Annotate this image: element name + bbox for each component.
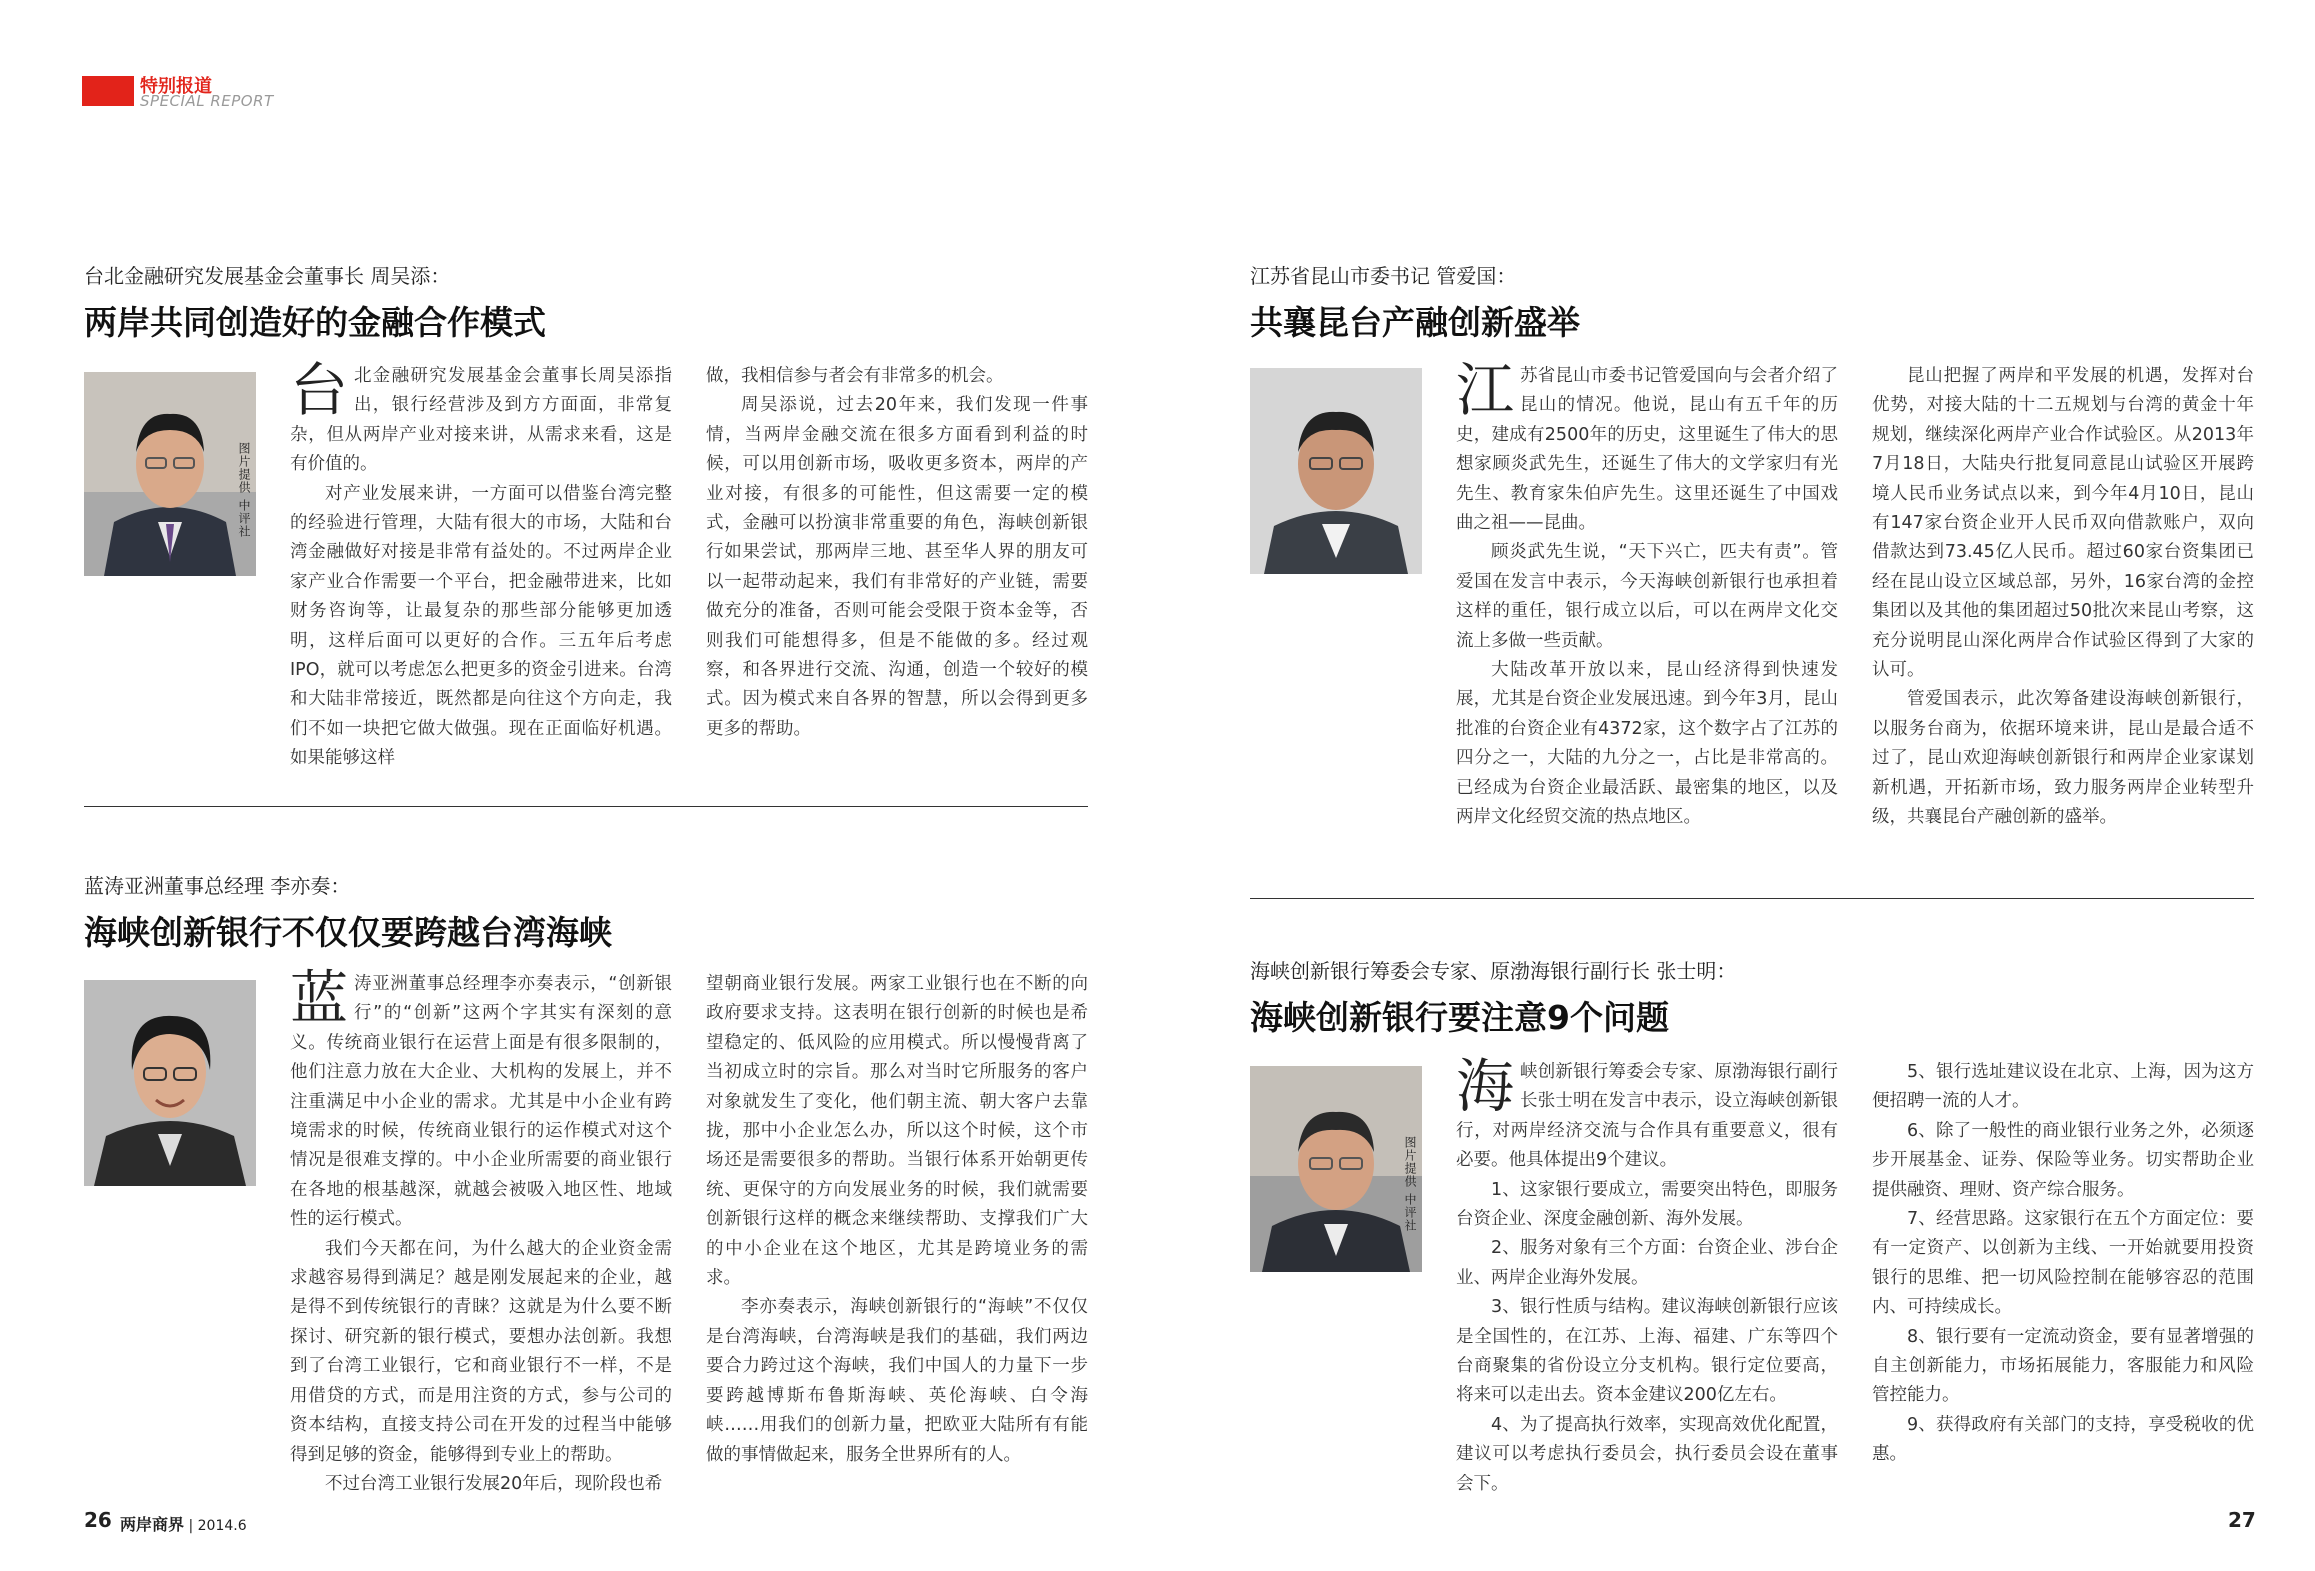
portrait-photo xyxy=(1250,1066,1422,1272)
article-title: 海峡创新银行不仅仅要跨越台湾海峡 xyxy=(84,913,612,952)
paragraph: 昆山把握了两岸和平发展的机遇，发挥对台优势，对接大陆的十二五规划与台湾的黄金十年规划，继续深化两岸产业合作试验区。从2013年7月18日，大陆央行批复同意昆山试验区开展跨境人民币业务试点以来，到今年4月10日，昆山有147家台资企业开人民币双向借款账户，双向借款达到73.45亿人民币。超过60家台资集团已经在昆山设立区域总部，另外，16家台湾的金控集团以及其他的集团超过50批次来昆山考察，这充分说明昆山深化两岸合作试验区得到了大家的认可。 xyxy=(1872,366,2254,681)
portrait-illustration xyxy=(84,372,256,576)
portrait-illustration xyxy=(1250,1066,1422,1272)
paragraph: 涛亚洲董事总经理李亦奏表示，“创新银行”的“创新”这两个字其实有深刻的意义。传统商业银行在运营上面是有很多限制的，他们注意力放在大企业、大机构的发展上，并不注重满足中小企业的需求。尤其是中小企业有跨境需求的时候，传统商业银行的运作模式对这个情况是很难支撑的。中小企业所需要的商业银行在各地的根基越深，就越会被吸入地区性、地域性的运行模式。 xyxy=(290,974,672,1230)
paragraph: 4、为了提高执行效率，实现高效优化配置，建议可以考虑执行委员会，执行委员会设在董事会下。 xyxy=(1456,1414,1838,1494)
drop-cap: 台 xyxy=(290,356,349,424)
portrait-illustration xyxy=(1250,368,1422,574)
paragraph: 顾炎武先生说，“天下兴亡，匹夫有责”。管爱国在发言中表示，今天海峡创新银行也承担着这样的重任，银行成立以后，可以在两岸文化交流上多做一些贡献。 xyxy=(1456,542,1838,651)
article-column xyxy=(1456,1052,1838,1499)
paragraph: 周吴添说，过去20年来，我们发现一件事情，当两岸金融交流在很多方面看到利益的时候，可以用创新市场，吸收更多资本，两岸的产业对接，有很多的可能性，但这需要一定的模式，金融可以扮演非常重要的角色，海峡创新银行如果尝试，那两岸三地、甚至华人界的朋友可以一起带动起来，我们有非常好的产业链，需要做充分的准备，否则可能会受限于资本金等，否则我们可能想得多，但是不能做的多。经过观察，和各界进行交流、沟通，创造一个较好的模式。因为模式来自各界的智慧，所以会得到更多更多的帮助。 xyxy=(706,395,1088,739)
paragraph: 李亦奏表示，海峡创新银行的“海峡”不仅仅是台湾海峡，台湾海峡是我们的基础，我们两边要合力跨过这个海峡，我们中国人的力量下一步要跨越博斯布鲁斯海峡、英伦海峡、白令海峡……用我们的创新力量，把欧亚大陆所有有能做的事情做起来，服务全世界所有的人。 xyxy=(706,1297,1088,1465)
magazine-name: 两岸商界 xyxy=(120,1515,185,1534)
article-zhang xyxy=(1250,955,1736,1039)
portrait-illustration xyxy=(84,980,256,1186)
magazine-footer xyxy=(120,1512,247,1535)
article-column xyxy=(1872,1058,2254,1470)
section-marker-icon xyxy=(82,76,134,106)
portrait-photo xyxy=(1250,368,1422,574)
issue-date: | 2014.6 xyxy=(188,1518,247,1534)
article-title: 两岸共同创造好的金融合作模式 xyxy=(84,303,546,342)
paragraph: 我们今天都在问，为什么越大的企业资金需求越容易得到满足？越是刚发展起来的企业，越是得不到传统银行的青睐？这就是为什么要不断探讨、研究新的银行模式，要想办法创新。我想到了台湾工业银行，它和商业银行不一样，不是用借贷的方式，而是用注资的方式，参与公司的资本结构，直接支持公司在开发的过程当中能够得到足够的资金，能够得到专业上的帮助。 xyxy=(290,1238,672,1465)
paragraph: 不过台湾工业银行发展20年后，现阶段也希 xyxy=(325,1473,663,1494)
portrait-photo xyxy=(84,980,256,1186)
paragraph: 8、银行要有一定流动资金，要有显著增强的自主创新能力，市场拓展能力，客服能力和风险管控能力。 xyxy=(1872,1326,2254,1406)
paragraph: 2、服务对象有三个方面：台资企业、涉台企业、两岸企业海外发展。 xyxy=(1456,1238,1838,1288)
page-number-left: 26 xyxy=(84,1508,112,1532)
paragraph: 对产业发展来讲，一方面可以借鉴台湾完整的经验进行管理，大陆有很大的市场，大陆和台湾金融做好对接是非常有益处的。不过两岸企业家产业合作需要一个平台，把金融带进来，比如财务咨询等，让最复杂的那些部分能够更加透明，这样后面可以更好的合作。三五年后考虑IPO，就可以考虑怎么把更多的资金引进来。台湾和大陆非常接近，既然都是向往这个方向走，我们不如一块把它做大做强。现在正面临好机遇。如果能够这样 xyxy=(290,483,672,769)
article-guan xyxy=(1250,260,1580,344)
drop-cap: 海 xyxy=(1456,1052,1515,1120)
article-speaker: 蓝涛亚洲董事总经理 李亦奏： xyxy=(84,874,351,898)
paragraph: 管爱国表示，此次筹备建设海峡创新银行，以服务台商为，依据环境来讲，昆山是最合适不过了，昆山欢迎海峡创新银行和两岸企业家谋划新机遇，开拓新市场，致力服务两岸企业转型升级，共襄昆台产融创新的盛举。 xyxy=(1872,689,2254,828)
article-speaker: 海峡创新银行筹委会专家、原渤海银行副行长 张士明： xyxy=(1250,959,1737,983)
article-column xyxy=(290,964,672,1499)
paragraph: 3、银行性质与结构。建议海峡创新银行应该是全国性的，在江苏、上海、福建、广东等四个台商聚集的省份设立分支机构。银行定位要高，将来可以走出去。资本金建议200亿左右。 xyxy=(1456,1297,1838,1406)
article-speaker: 江苏省昆山市委书记 管爱国： xyxy=(1250,264,1517,288)
page-number-right: 27 xyxy=(2228,1508,2256,1532)
drop-cap: 江 xyxy=(1456,356,1515,424)
section-label-cn: 特别报道 xyxy=(140,76,212,97)
paragraph: 北金融研究发展基金会董事长周吴添指出，银行经营涉及到方方面面，非常复杂，但从两岸产业对接来讲，从需求来看，这是有价值的。 xyxy=(290,366,672,475)
paragraph: 望朝商业银行发展。两家工业银行也在不断的向政府要求支持。这表明在银行创新的时候也是希望稳定的、低风险的应用模式。所以慢慢背离了当初成立时的宗旨。那么对当时它所服务的客户对象就发生了变化，他们朝主流、朝大客户去靠拢，那中小企业怎么办，所以这个时候，这个市场还是需要很多的帮助。当银行体系开始朝更传统、更保守的方向发展业务的时候，我们就需要创新银行这样的概念来继续帮助、支撑我们广大的中小企业在这个地区，尤其是跨境业务的需求。 xyxy=(706,974,1088,1289)
article-speaker: 台北金融研究发展基金会董事长 周吴添： xyxy=(84,264,451,288)
section-divider xyxy=(1250,898,2254,899)
paragraph: 9、获得政府有关部门的支持，享受税收的优惠。 xyxy=(1872,1414,2254,1465)
paragraph: 5、银行选址建议设在北京、上海，因为这方便招聘一流的人才。 xyxy=(1872,1062,2254,1112)
article-zhou xyxy=(84,260,546,344)
portrait-photo xyxy=(84,372,256,576)
article-column xyxy=(290,356,672,774)
section-divider xyxy=(84,806,1088,807)
paragraph: 6、除了一般性的商业银行业务之外，必须逐步开展基金、证券、保险等业务。切实帮助企业提供融资、理财、资产综合服务。 xyxy=(1872,1120,2254,1200)
article-column xyxy=(706,362,1088,744)
paragraph: 做，我相信参与者会有非常多的机会。 xyxy=(706,366,1004,386)
article-title: 共襄昆台产融创新盛举 xyxy=(1250,303,1580,342)
drop-cap: 蓝 xyxy=(290,964,349,1032)
section-label-en: SPECIAL REPORT xyxy=(140,92,274,110)
article-title: 海峡创新银行要注意9个问题 xyxy=(1250,998,1669,1037)
article-column xyxy=(1456,356,1838,833)
article-li xyxy=(84,870,612,954)
paragraph: 1、这家银行要成立，需要突出特色，即服务台资企业、深度金融创新、海外发展。 xyxy=(1456,1179,1838,1230)
photo-credit: 图片提供 中评社 xyxy=(1403,1136,1417,1232)
paragraph: 大陆改革开放以来，昆山经济得到快速发展，尤其是台资企业发展迅速。到今年3月，昆山批准的台资企业有4372家，这个数字占了江苏的四分之一，大陆的九分之一，占比是非常高的。已经成为台资企业最活跃、最密集的地区，以及两岸文化经贸交流的热点地区。 xyxy=(1456,660,1838,828)
paragraph: 峡创新银行筹委会专家、原渤海银行副行长张士明在发言中表示，设立海峡创新银行，对两岸经济交流与合作具有重要意义，很有必要。他具体提出9个建议。 xyxy=(1456,1062,1838,1171)
paragraph: 苏省昆山市委书记管爱国向与会者介绍了昆山的情况。他说，昆山有五千年的历史，建成有2500年的历史，这里诞生了伟大的思想家顾炎武先生，还诞生了伟大的文学家归有光先生、教育家朱伯庐先生。这里还诞生了中国戏曲之祖——昆曲。 xyxy=(1456,366,1838,534)
photo-credit: 图片提供 中评社 xyxy=(237,442,251,538)
article-column xyxy=(706,970,1088,1470)
article-column xyxy=(1872,362,2254,833)
paragraph: 7、经营思路。这家银行在五个方面定位：要有一定资产、以创新为主线、一开始就要用投资银行的思维、把一切风险控制在能够容忍的范围内、可持续成长。 xyxy=(1872,1209,2254,1318)
